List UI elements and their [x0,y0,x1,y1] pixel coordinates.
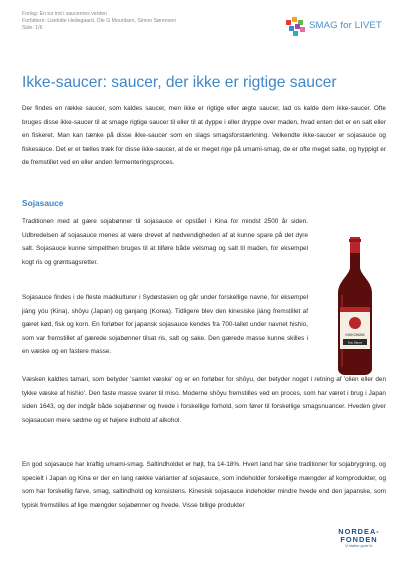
bottle-label: Soy Sauce [347,340,363,345]
logo-mosaic-icon [285,14,307,38]
intro-paragraph: Der findes en række saucer, som kaldes saucer, men ikke er rigtige eller ægte saucer, lad os kalde dem ikke-saucer. Ofte bruges disse ikke-saucer til at smage rigtige saucer til eller til at dyppe i eller dryppe over maden, hvad enten det er en salt eller en fiskeret. Man kan tænke på disse ikke-saucer som en slags smagsforstærkning. Velkendte ikke-saucer er sojasauce og fiskesauce. Det er et fælles træk for disse ikke-saucer, at de er meget rige på umami-smag, de er ofte meget salte, og hyppigt er de fremstillet ved en eller anden fermenteringsproces. [22,105,386,167]
logo-text: SMAG for LIVET [309,20,382,31]
smag-for-livet-logo [285,14,393,38]
footer-logo-tagline: Vi støtter gode liv [345,544,373,548]
paragraph-history: Traditionen med at gære sojabønner til sojasauce er opstået i Kina for mindst 2500 år siden. Udbredelsen af sojasauce menes at være drevet af nødvendigheden af at kunne spare på det dyre salt. Sojasauce kunne simpelthen bruges til at tilføre både velsmag og salt til maden, for eksempel kogt ris og grøntsagsretter. [22,218,308,266]
page-title: Ikke-saucer: saucer, der ikke er rigtige saucer [22,74,337,91]
soy-sauce-bottle-image [330,237,380,375]
paragraph-names: Sojasauce findes i de fleste madkulturer i Sydøstasien og går under forskellige navne, for eksempel jiàng yóu (Kina), shōyu (Japan) og ganjang (Korea). Tidligere blev den kinesiske jiàng fremstillet af gæret kød, fisk og korn. En forløber for japansk sojasauce kendes fra 700-tallet under navnet hishio, som var fremstillet af gærede sojabønner tilsat ris, salt og sake. Den gærede masse kunne skilles i en væske og en fastere masse. [22,294,308,356]
nordea-fonden-logo [328,528,390,549]
footer-logo-line2: FONDEN [340,535,378,544]
paragraph-tamari: Væsken kaldtes tamari, som betyder 'samlet væske' og er en forløber for shōyu, der betyder noget i retning af 'olien eller den tykke væske af hishio'. Den faste masse svarer til miso. Moderne shōyu fremstilles ved en proces, som har været i brug i Japan siden 1643, og der indgår både sojabønner og hvede i forskellige forhold, som fører til forskellige smagsnuancer. Hveden giver sojasaucen mere sødme og et højere indhold af alkohol. [22,376,386,424]
paragraph-umami: En god sojasauce har kraftig umami-smag. Saltindholdet er højt, fra 14-18%. Hvert land har sine traditioner for sojabrygning, og specielt i Japan og Kina er der en lang række varianter af sojasauce, som indeholder forskellige mængder af kornprodukter, og som har forskellig farve, smag, saltindhold og konsistens. Kinesisk sojasauce indeholder mindre hvede end den japanske, som typisk fremstilles af lige mængder sojabønner og hvede. Visse billige produkter [22,461,386,509]
bottle-brand: KIKKOMAN [345,333,365,337]
meta-authors: Forfattere: Liselotte Hedegaard, Ole G Mouritsen, Simon Sørensen [22,18,176,24]
document-meta [22,11,176,32]
section-title: Sojasauce [22,198,64,208]
meta-source: Forlag: En tur ind i saucernes verden [22,11,108,17]
meta-page: Side: 1/6 [22,25,43,31]
footer-logo-line1: NORDEA- [338,527,380,536]
